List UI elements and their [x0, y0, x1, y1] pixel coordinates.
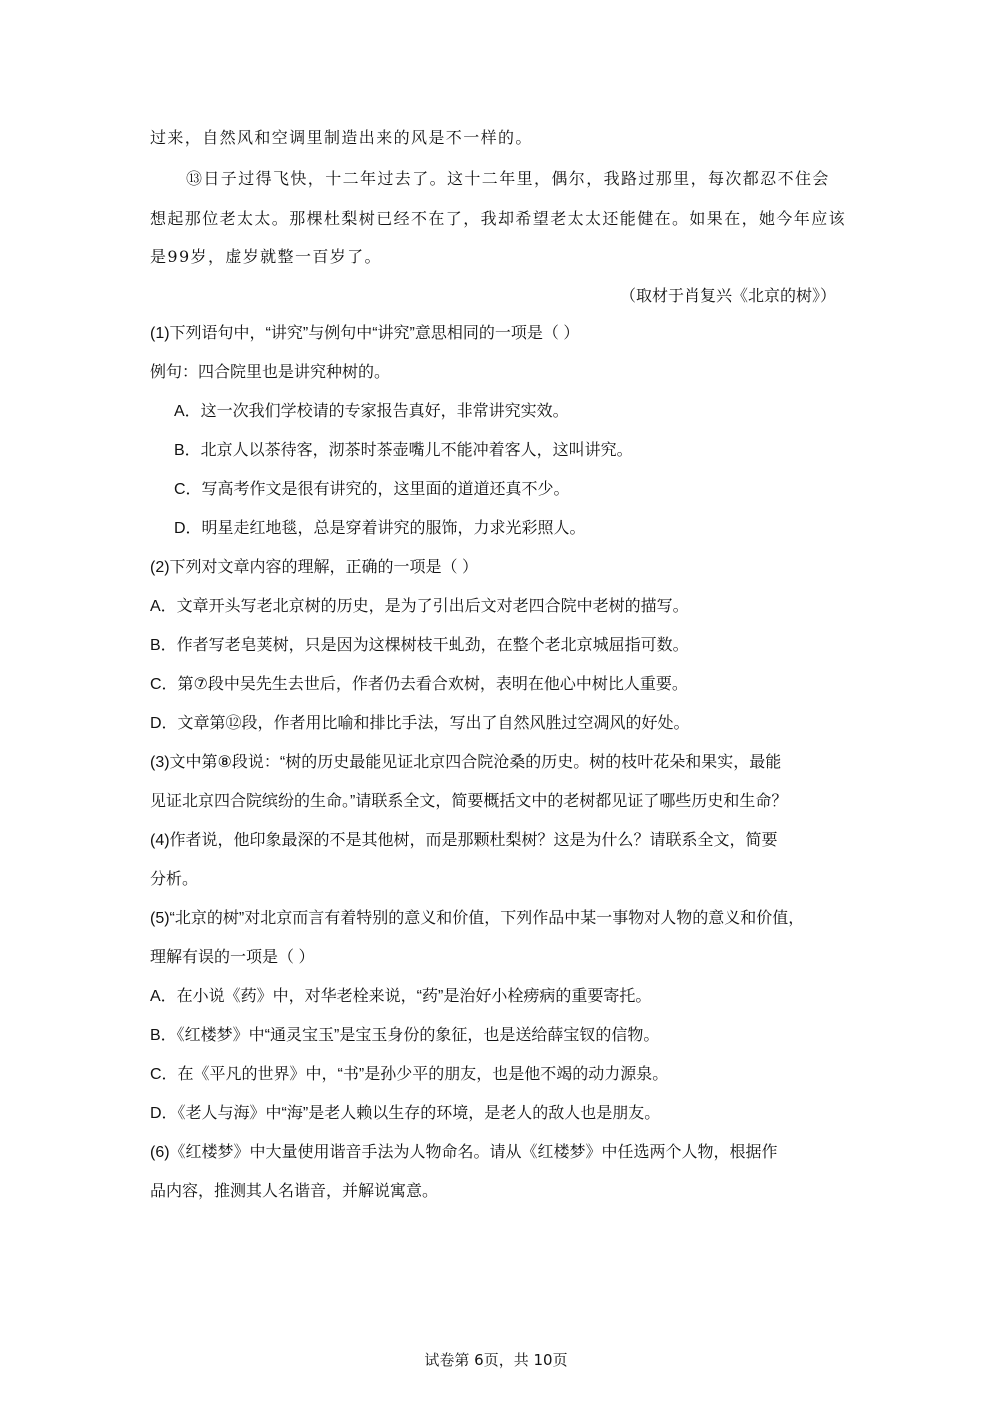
passage-paragraph-13-line: 想起那位老太太。那棵杜梨树已经不在了，我却希望老太太还能健在。如果在，她今年应该: [150, 209, 847, 228]
question-4-line: 分析。: [150, 871, 199, 888]
question-1-stem: (1)下列语句中，“讲究”与例句中“讲究”意思相同的一项是（ ）: [150, 325, 580, 342]
passage-paragraph-13-line: ⑬日子过得飞快，十二年过去了。这十二年里，偶尔，我路过那里，每次都忍不住会: [186, 169, 830, 188]
question-2-stem: (2)下列对文章内容的理解，正确的一项是（ ）: [150, 559, 479, 576]
question-1-example: 例句：四合院里也是讲究种树的。: [150, 364, 391, 381]
question-2-option-d: D．文章第⑫段，作者用比喻和排比手法，写出了自然风胜过空凋风的好处。: [150, 715, 690, 732]
question-1-option-b: B．北京人以茶待客，沏茶时茶壶嘴儿不能冲着客人，这叫讲究。: [174, 442, 633, 459]
question-1-option-c: C．写高考作文是很有讲究的，这里面的道道还真不少。: [174, 481, 570, 498]
question-3-line: (3)文中第⑧段说：“树的历史最能见证北京四合院沧桑的历史。树的枝叶花朵和果实，最能: [150, 754, 782, 771]
question-5-option-d: D．《老人与海》中“海”是老人赖以生存的环境，是老人的敌人也是朋友。: [150, 1105, 661, 1122]
question-6-line: 品内容，推测其人名谐音，并解说寓意。: [150, 1183, 439, 1200]
question-6-line: (6)《红楼梦》中大量使用谐音手法为人物命名。请从《红楼梦》中任选两个人物，根据作: [150, 1144, 778, 1161]
question-4-line: (4)作者说，他印象最深的不是其他树，而是那颗杜梨树？这是为什么？请联系全文，简要: [150, 832, 778, 849]
question-1-option-a: A．这一次我们学校请的专家报告真好，非常讲究实效。: [174, 403, 569, 420]
question-2-option-a: A．文章开头写老北京树的历史，是为了引出后文对老四合院中老树的描写。: [150, 598, 689, 615]
question-2-option-c: C．第⑦段中吴先生去世后，作者仍去看合欢树，表明在他心中树比人重要。: [150, 676, 688, 693]
passage-source: （取材于肖复兴《北京的树》）: [619, 286, 836, 305]
page-number-footer: 试卷第 6页，共 10页: [424, 1351, 568, 1369]
question-1-option-d: D．明星走红地毯，总是穿着讲究的服饰，力求光彩照人。: [174, 520, 586, 537]
question-5-option-a: A．在小说《药》中，对华老栓来说，“药”是治好小栓痨病的重要寄托。: [150, 988, 652, 1005]
question-5-option-b: B．《红楼梦》中“通灵宝玉”是宝玉身份的象征，也是送给薛宝钗的信物。: [150, 1027, 660, 1044]
passage-paragraph-13-line: 是99岁，虚岁就整一百岁了。: [150, 247, 382, 266]
passage-line: 过来，自然风和空调里制造出来的风是不一样的。: [150, 128, 533, 147]
question-3-line: 见证北京四合院缤纷的生命。”请联系全文，简要概括文中的老树都见证了哪些历史和生命？: [150, 793, 788, 810]
question-5-line: 理解有误的一项是（ ）: [150, 949, 315, 966]
question-5-line: (5)“北京的树”对北京而言有着特别的意义和价值，下列作品中某一事物对人物的意义和价值，: [150, 910, 805, 927]
question-5-option-c: C．在《平凡的世界》中，“书”是孙少平的朋友，也是他不竭的动力源泉。: [150, 1066, 669, 1083]
question-2-option-b: B．作者写老皂荚树，只是因为这棵树枝干虬劲，在整个老北京城屈指可数。: [150, 637, 689, 654]
